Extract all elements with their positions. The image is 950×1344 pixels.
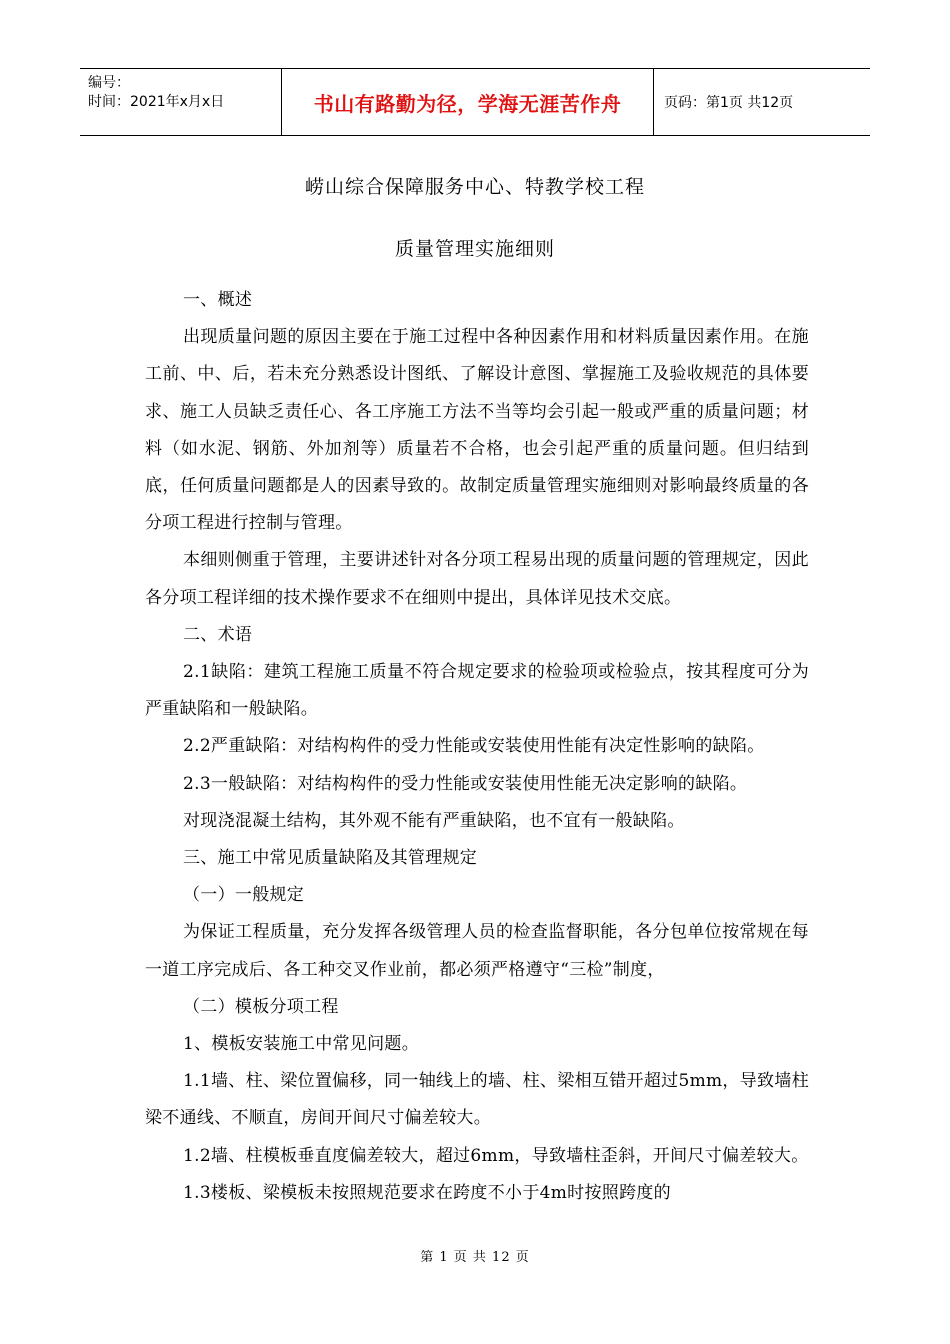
- item-formwork-issues: 1、模板安装施工中常见问题。: [183, 1034, 420, 1055]
- document-time-label: 时间：2021年x月x日: [88, 94, 225, 110]
- header-meta: [80, 69, 281, 135]
- document-number-label: 编号：: [88, 75, 130, 91]
- term-general-defect: 2.3一般缺陷：对结构构件的受力性能或安装使用性能无决定影响的缺陷。: [183, 773, 748, 794]
- item-1-3: 1.3楼板、梁模板未按照规范要求在跨度不小于4m时按照跨度的: [183, 1182, 671, 1203]
- header-page-info: 页码：第1页 共12页: [664, 95, 794, 111]
- document-body: [145, 282, 809, 1212]
- subsection-general: （一）一般规定: [183, 885, 305, 906]
- paragraph-three-checks: 为保证工程质量，充分发挥各级管理人员的检查监督职能，各分包单位按常规在每一道工序完成后、各工种交叉作业前，都必须严格遵守“三检”制度，: [145, 922, 809, 980]
- document-subtitle: 质量管理实施细则: [394, 238, 555, 260]
- section-heading-defects: 三、施工中常见质量缺陷及其管理规定: [183, 848, 478, 869]
- item-1-1: 1.1墙、柱、梁位置偏移，同一轴线上的墙、柱、梁相互错开超过5mm，导致墙柱梁不通线、不顺直，房间开间尺寸偏差较大。: [145, 1071, 809, 1129]
- section-heading-overview: 一、概述: [183, 290, 253, 310]
- paragraph-scope: 本细则侧重于管理，主要讲述针对各分项工程易出现的质量问题的管理规定，因此各分项工程详细的技术操作要求不在细则中提出，具体详见技术交底。: [145, 550, 809, 608]
- document-title: 崂山综合保障服务中心、特教学校工程: [304, 176, 645, 198]
- paragraph-overview: 出现质量问题的原因主要在于施工过程中各种因素作用和材料质量因素作用。在施工前、中、后，若未充分熟悉设计图纸、了解设计意图、掌握施工及验收规范的具体要求、施工人员缺乏责任心、各工序施工方法不当等均会引起一般或严重的质量问题；材料（如水泥、钢筋、外加剂等）质量若不合格，也会引起严重的质量问题。但归结到底，任何质量问题都是人的因素导致的。故制定质量管理实施细则对影响最终质量的各分项工程进行控制与管理。: [145, 327, 809, 534]
- paragraph-concrete-note: 对现浇混凝土结构，其外观不能有严重缺陷，也不宜有一般缺陷。: [183, 810, 685, 831]
- item-1-2: 1.2墙、柱模板垂直度偏差较大，超过6mm，导致墙柱歪斜，开间尺寸偏差较大。: [183, 1145, 809, 1166]
- subsection-formwork: （二）模板分项工程: [183, 996, 339, 1017]
- term-defect: 2.1缺陷：建筑工程施工质量不符合规定要求的检验项或检验点，按其程度可分为严重缺陷和一般缺陷。: [145, 662, 809, 720]
- page-footer: 第 1 页 共 12 页: [420, 1250, 530, 1265]
- section-heading-terms: 二、术语: [183, 624, 253, 645]
- header-table: [80, 68, 870, 136]
- term-severe-defect: 2.2严重缺陷：对结构构件的受力性能或安装使用性能有决定性影响的缺陷。: [183, 736, 765, 757]
- header-motto: 书山有路勤为径，学海无涯苦作舟: [281, 69, 654, 135]
